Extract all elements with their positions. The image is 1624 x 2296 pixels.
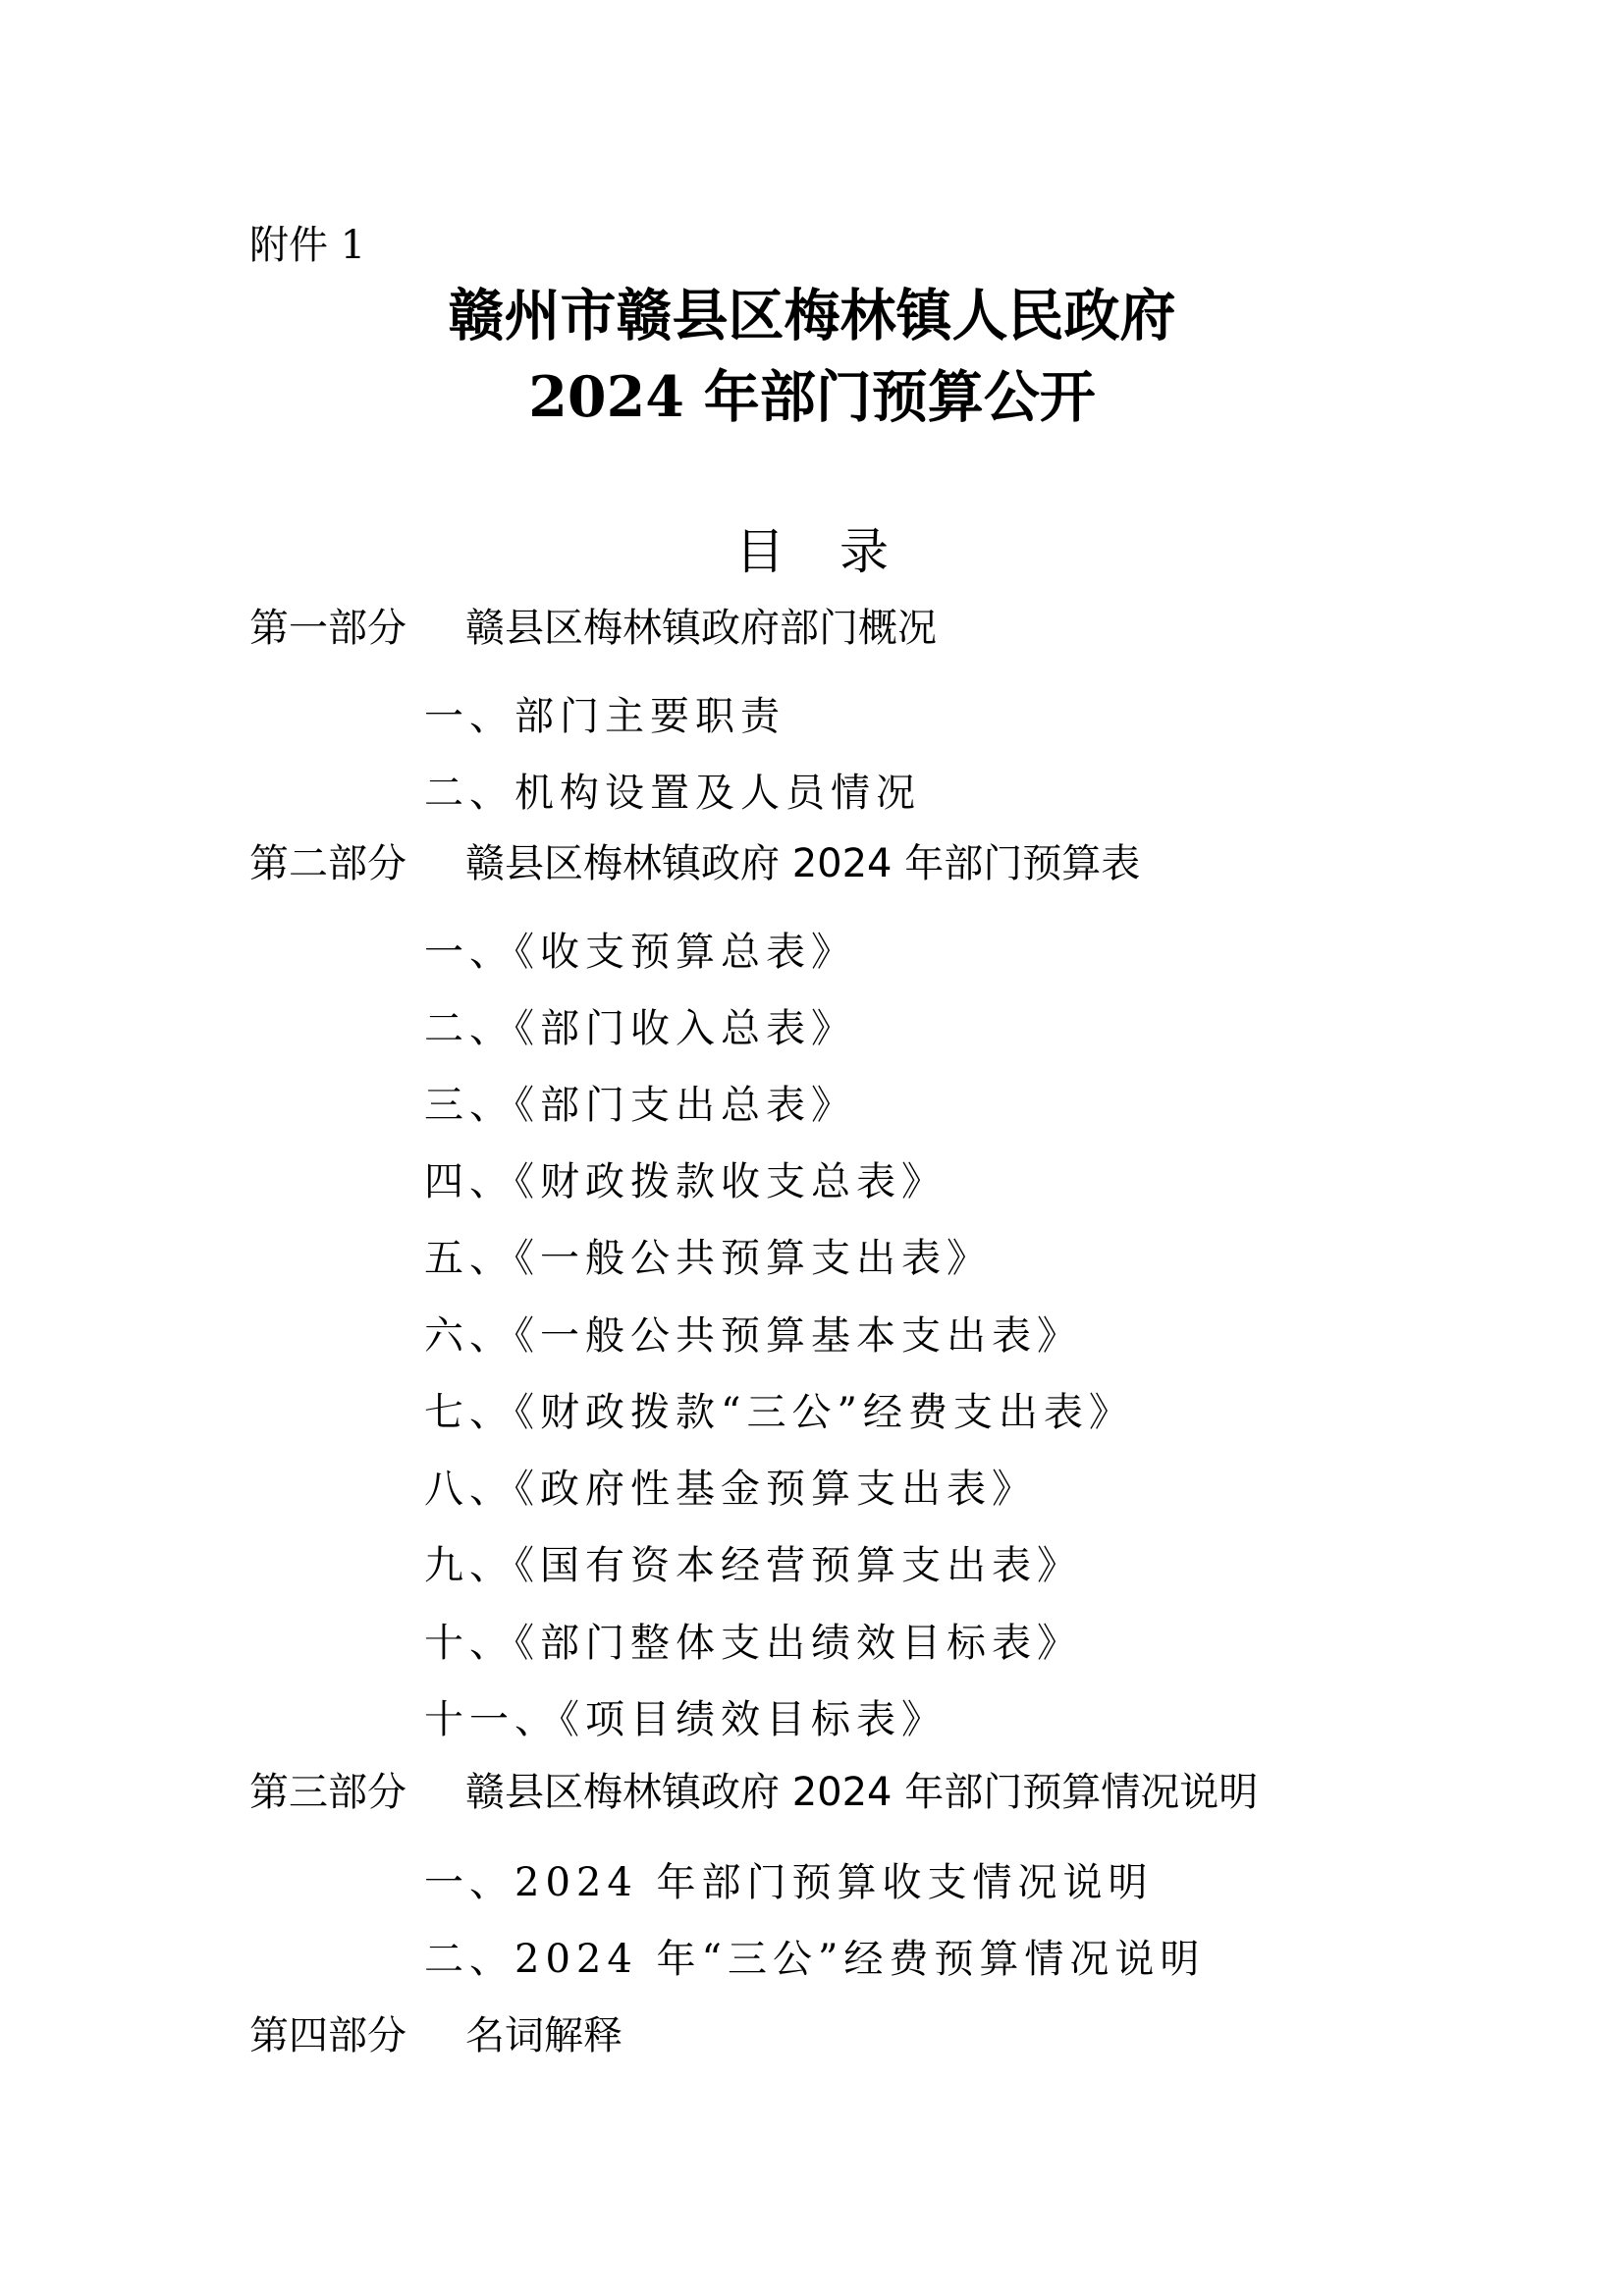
part-title: 赣县区梅林镇政府 2024 年部门预算情况说明 — [465, 1770, 1259, 1815]
toc-part-1 — [249, 601, 937, 656]
toc-item: 八、《政府性基金预算支出表》 — [424, 1467, 1037, 1512]
part-number: 第一部分 — [249, 606, 406, 651]
part-number: 第三部分 — [249, 1770, 406, 1815]
toc-item: 六、《一般公共预算基本支出表》 — [424, 1313, 1082, 1359]
toc-item: 二、机构设置及人员情况 — [424, 771, 921, 816]
toc-item: 二、《部门收入总表》 — [424, 1006, 856, 1051]
toc-item: 十一、《项目绩效目标表》 — [424, 1697, 947, 1742]
document-title-line1: 赣州市赣县区梅林镇人民政府 — [448, 283, 1176, 348]
toc-item: 三、《部门支出总表》 — [424, 1083, 856, 1128]
part-title: 名词解释 — [465, 2013, 623, 2058]
attachment-label: 附件 1 — [249, 223, 366, 268]
toc-item: 九、《国有资本经营预算支出表》 — [424, 1543, 1082, 1588]
toc-part-2 — [249, 836, 1140, 891]
toc-item: 二、2024 年“三公”经费预算情况说明 — [424, 1937, 1206, 1982]
toc-item: 一、部门主要职责 — [424, 694, 785, 739]
toc-item: 十、《部门整体支出绩效目标表》 — [424, 1621, 1082, 1666]
toc-heading: 目录 — [735, 523, 944, 580]
document-title-line2: 2024 年部门预算公开 — [528, 364, 1096, 430]
toc-item: 五、《一般公共预算支出表》 — [424, 1236, 992, 1281]
part-number: 第四部分 — [249, 2013, 406, 2058]
toc-item: 七、《财政拨款“三公”经费支出表》 — [424, 1390, 1134, 1435]
toc-item: 一、2024 年部门预算收支情况说明 — [424, 1860, 1154, 1905]
part-number: 第二部分 — [249, 841, 406, 886]
toc-item: 一、《收支预算总表》 — [424, 930, 856, 975]
part-title: 赣县区梅林镇政府 2024 年部门预算表 — [465, 841, 1141, 886]
toc-part-3 — [249, 1765, 1258, 1820]
toc-part-4 — [249, 2008, 623, 2063]
part-title: 赣县区梅林镇政府部门概况 — [465, 606, 937, 651]
toc-item: 四、《财政拨款收支总表》 — [424, 1159, 947, 1204]
